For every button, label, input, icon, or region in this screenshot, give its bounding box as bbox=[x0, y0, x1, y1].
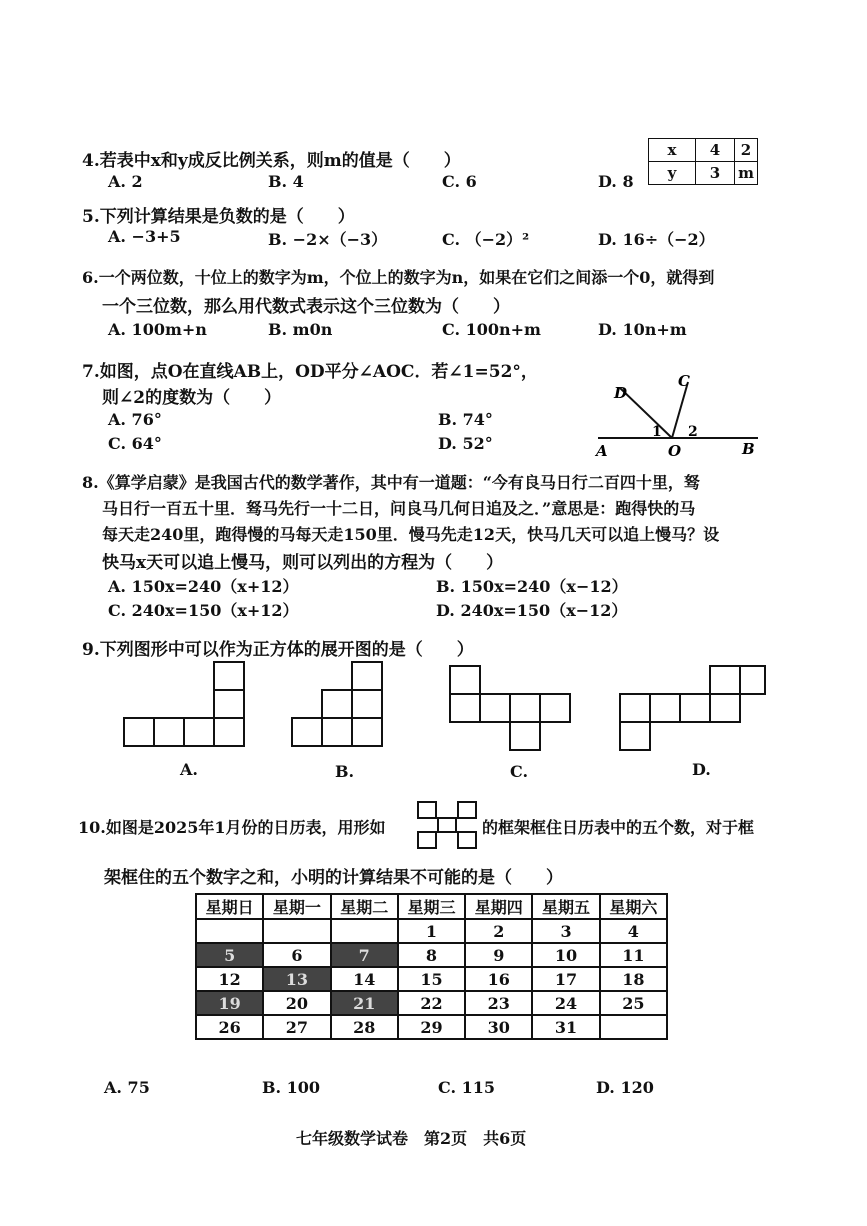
calendar-row bbox=[196, 943, 667, 967]
label-a: A bbox=[596, 442, 608, 460]
label-o: O bbox=[668, 442, 682, 460]
weekday-header: 星期六 bbox=[600, 894, 667, 919]
net-a bbox=[124, 662, 244, 746]
calendar-cell bbox=[600, 1015, 667, 1039]
q8-option-a: A. 150x=240（x+12） bbox=[108, 577, 299, 596]
q4-option-b: B. 4 bbox=[268, 172, 304, 191]
calendar-cell: 27 bbox=[263, 1015, 330, 1039]
calendar-cell: 18 bbox=[600, 967, 667, 991]
q5-stem: 5.下列计算结果是负数的是（ ） bbox=[82, 207, 355, 227]
calendar-cell-highlighted: 7 bbox=[331, 943, 398, 967]
calendar-cell: 9 bbox=[465, 943, 532, 967]
calendar-cell: 15 bbox=[398, 967, 465, 991]
q10-option-d: D. 120 bbox=[596, 1078, 654, 1097]
q6-line1: 6.一个两位数，十位上的数字为m，个位上的数字为n，如果在它们之间添一个0，就得到 bbox=[82, 268, 715, 287]
calendar-cell: 10 bbox=[532, 943, 599, 967]
q7-option-d: D. 52° bbox=[438, 434, 493, 453]
q4-table-cell: m bbox=[735, 162, 758, 185]
net-b bbox=[292, 662, 382, 746]
q5-option-a: A. −3+5 bbox=[108, 227, 181, 246]
net-d bbox=[620, 666, 765, 750]
calendar-cell: 14 bbox=[331, 967, 398, 991]
q7-option-a: A. 76° bbox=[108, 410, 162, 429]
q7-option-b: B. 74° bbox=[438, 410, 493, 429]
weekday-header: 星期四 bbox=[465, 894, 532, 919]
calendar-cell: 3 bbox=[532, 919, 599, 943]
calendar-cell: 6 bbox=[263, 943, 330, 967]
calendar-cell-highlighted: 5 bbox=[196, 943, 263, 967]
calendar-cell: 22 bbox=[398, 991, 465, 1015]
q10-option-c: C. 115 bbox=[438, 1078, 495, 1097]
weekday-header: 星期二 bbox=[331, 894, 398, 919]
calendar-cell: 29 bbox=[398, 1015, 465, 1039]
weekday-header: 星期三 bbox=[398, 894, 465, 919]
net-c bbox=[450, 666, 570, 750]
q4-table-cell: x bbox=[649, 139, 696, 162]
q10-line1-a: 10.如图是2025年1月份的日历表，用形如 bbox=[78, 818, 386, 837]
calendar-row bbox=[196, 991, 667, 1015]
page-footer: 七年级数学试卷 第2页 共6页 bbox=[296, 1129, 527, 1148]
q7-angle-figure bbox=[590, 370, 770, 460]
weekday-header: 星期五 bbox=[532, 894, 599, 919]
q7-line1: 7.如图，点O在直线AB上，OD平分∠AOC．若∠1=52°， bbox=[82, 362, 538, 382]
calendar-cell: 16 bbox=[465, 967, 532, 991]
calendar-row bbox=[196, 919, 667, 943]
calendar-cell: 12 bbox=[196, 967, 263, 991]
calendar-cell: 28 bbox=[331, 1015, 398, 1039]
calendar-cell: 20 bbox=[263, 991, 330, 1015]
q8-option-d: D. 240x=150（x−12） bbox=[436, 601, 628, 620]
calendar-cell bbox=[263, 919, 330, 943]
label-c: C bbox=[678, 372, 690, 390]
calendar-cell: 4 bbox=[600, 919, 667, 943]
q10-line1-b: 的框架框住日历表中的五个数，对于框 bbox=[482, 818, 755, 837]
q9-label-a: A. bbox=[180, 760, 198, 779]
label-d: D bbox=[614, 384, 628, 402]
calendar-cell-highlighted: 13 bbox=[263, 967, 330, 991]
weekday-header: 星期日 bbox=[196, 894, 263, 919]
label-angle-2: 2 bbox=[688, 424, 698, 440]
q4-table-cell: 3 bbox=[696, 162, 735, 185]
calendar-header-row bbox=[196, 894, 667, 919]
calendar-cell: 23 bbox=[465, 991, 532, 1015]
label-angle-1: 1 bbox=[652, 424, 662, 440]
q9-cube-nets bbox=[110, 660, 770, 755]
q4-table-cell: 4 bbox=[696, 139, 735, 162]
q8-line3: 每天走240里，跑得慢的马每天走150里．慢马先走12天，快马几天可以追上慢马？设 bbox=[102, 525, 720, 544]
q9-label-d: D. bbox=[692, 760, 711, 779]
calendar-row bbox=[196, 967, 667, 991]
calendar-cell: 1 bbox=[398, 919, 465, 943]
label-b: B bbox=[742, 440, 755, 458]
q10-frame-shape-icon bbox=[416, 800, 480, 850]
q4-table-cell: 2 bbox=[735, 139, 758, 162]
q10-option-a: A. 75 bbox=[104, 1078, 150, 1097]
q4-option-d: D. 8 bbox=[598, 172, 634, 191]
calendar-cell: 8 bbox=[398, 943, 465, 967]
ray-oc bbox=[672, 382, 688, 438]
q6-option-b: B. m0n bbox=[268, 320, 333, 339]
weekday-header: 星期一 bbox=[263, 894, 330, 919]
q6-option-a: A. 100m+n bbox=[108, 320, 207, 339]
calendar-cell: 30 bbox=[465, 1015, 532, 1039]
calendar-cell: 2 bbox=[465, 919, 532, 943]
calendar-cell: 31 bbox=[532, 1015, 599, 1039]
q4-option-a: A. 2 bbox=[108, 172, 143, 191]
calendar-cell: 25 bbox=[600, 991, 667, 1015]
q5-option-d: D. 16÷（−2） bbox=[598, 230, 715, 249]
q10-option-b: B. 100 bbox=[262, 1078, 321, 1097]
q7-line2: 则∠2的度数为（ ） bbox=[102, 388, 282, 408]
q8-option-c: C. 240x=150（x+12） bbox=[108, 601, 299, 620]
calendar-row bbox=[196, 1015, 667, 1039]
q8-line2: 马日行一百五十里．驽马先行一十二日，问良马几何日追及之．”意思是：跑得快的马 bbox=[102, 499, 696, 518]
q4-stem: 4.若表中x和y成反比例关系，则m的值是（ ） bbox=[82, 151, 461, 171]
q9-label-c: C. bbox=[510, 762, 529, 781]
calendar-cell-highlighted: 19 bbox=[196, 991, 263, 1015]
calendar-cell: 17 bbox=[532, 967, 599, 991]
q4-xy-table bbox=[648, 138, 758, 185]
q5-option-b: B. −2×（−3） bbox=[268, 230, 388, 249]
q10-line2: 架框住的五个数字之和，小明的计算结果不可能的是（ ） bbox=[104, 868, 563, 888]
calendar-cell: 24 bbox=[532, 991, 599, 1015]
q8-line1: 8.《算学启蒙》是我国古代的数学著作，其中有一道题：“今有良马日行二百四十里，驽 bbox=[82, 473, 700, 492]
q8-option-b: B. 150x=240（x−12） bbox=[436, 577, 628, 596]
q4-table-cell: y bbox=[649, 162, 696, 185]
calendar-cell-highlighted: 21 bbox=[331, 991, 398, 1015]
q4-option-c: C. 6 bbox=[442, 172, 477, 191]
q10-calendar bbox=[195, 893, 668, 1040]
q5-option-c: C. （−2）² bbox=[442, 230, 530, 249]
ray-od bbox=[620, 388, 672, 438]
calendar-cell bbox=[331, 919, 398, 943]
calendar-cell bbox=[196, 919, 263, 943]
q6-line2: 一个三位数，那么用代数式表示这个三位数为（ ） bbox=[102, 297, 510, 317]
q9-stem: 9.下列图形中可以作为正方体的展开图的是（ ） bbox=[82, 640, 474, 660]
q6-option-c: C. 100n+m bbox=[442, 320, 541, 339]
calendar-cell: 11 bbox=[600, 943, 667, 967]
q6-option-d: D. 10n+m bbox=[598, 320, 687, 339]
q8-line4: 快马x天可以追上慢马，则可以列出的方程为（ ） bbox=[102, 553, 504, 573]
q7-option-c: C. 64° bbox=[108, 434, 162, 453]
q9-label-b: B. bbox=[335, 762, 355, 781]
calendar-cell: 26 bbox=[196, 1015, 263, 1039]
